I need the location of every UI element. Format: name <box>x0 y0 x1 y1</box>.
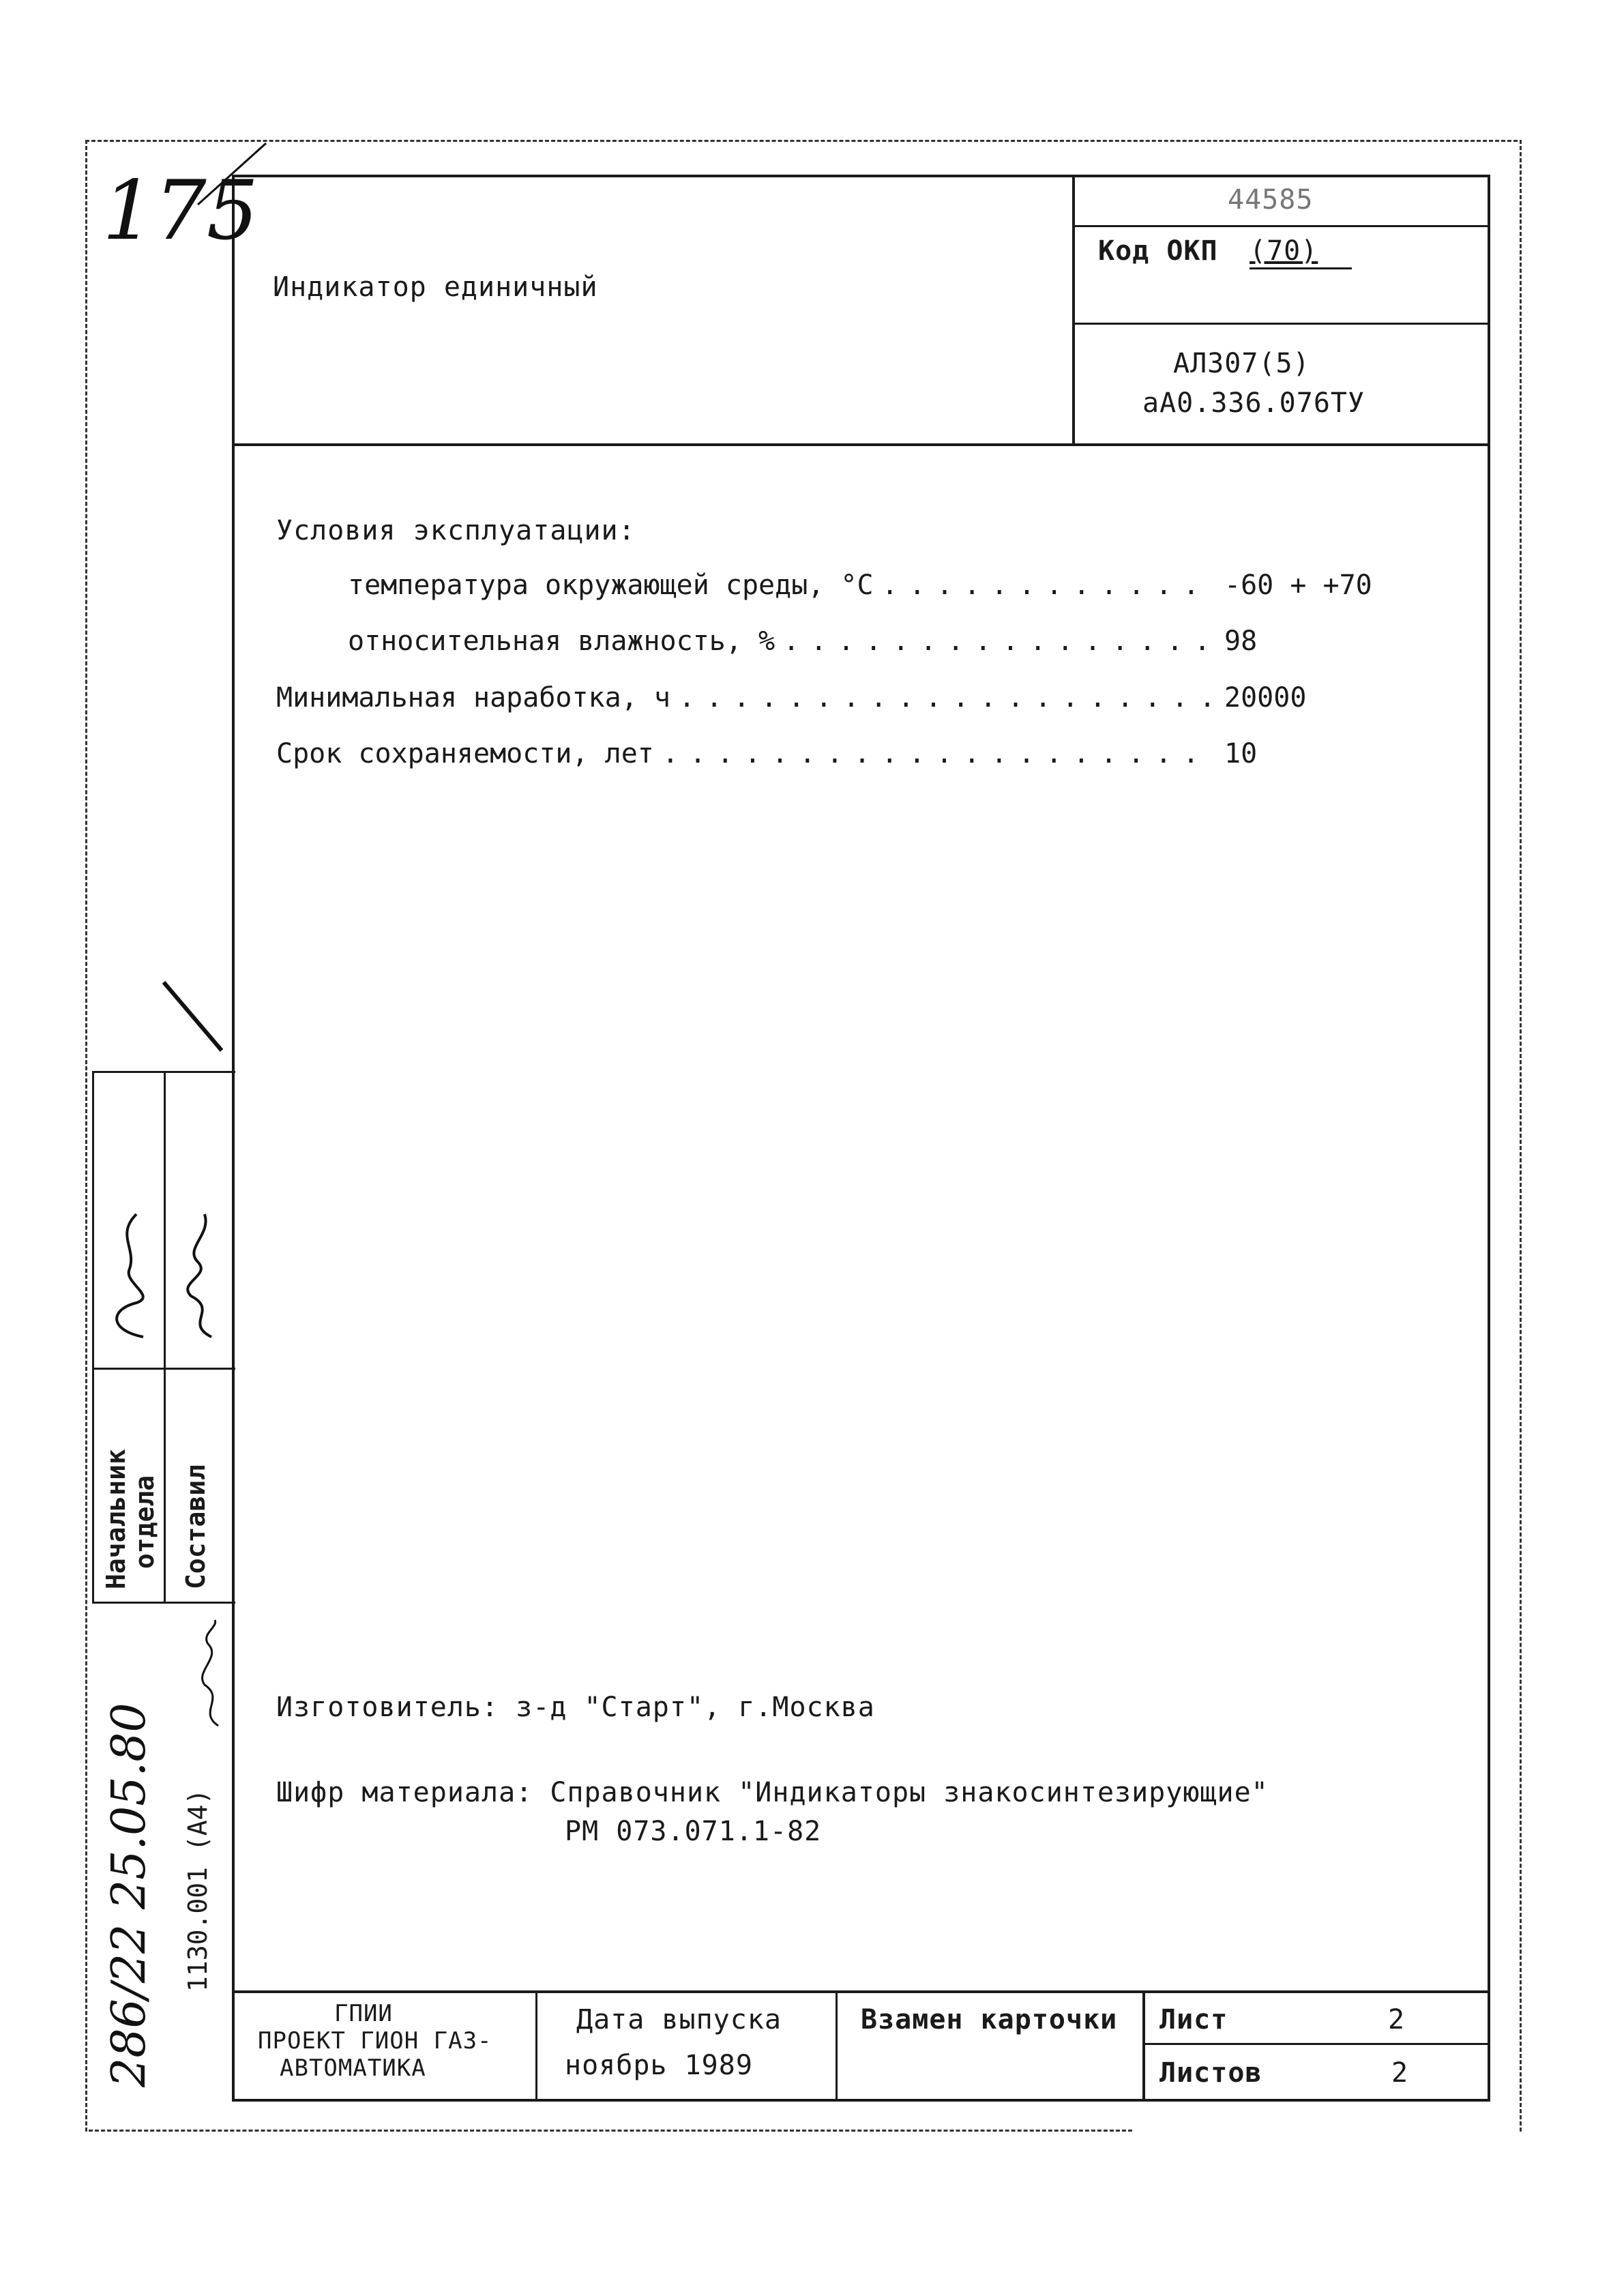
org-line-3: АВТОМАТИКА <box>280 2055 426 2082</box>
spec-value: 10 <box>1224 738 1258 769</box>
okp-underline <box>1250 267 1352 269</box>
model-code: АЛ307(5) <box>1173 348 1310 379</box>
head-label-2: отдела <box>130 1475 160 1569</box>
outer-frame-right <box>1520 140 1522 2132</box>
signature-compiler <box>171 1207 232 1344</box>
header-rule-2 <box>1072 323 1490 325</box>
okp-value: (70) <box>1250 235 1318 267</box>
stamp-top-rule <box>92 1071 235 1073</box>
footer-divider-2 <box>836 1990 838 2100</box>
outer-frame-bottom <box>89 2130 1132 2132</box>
header-bottom-rule <box>232 443 1490 446</box>
issue-date-value: ноябрь 1989 <box>565 2050 753 2081</box>
spec-row-humidity <box>348 625 1381 666</box>
catalog-number: 44585 <box>1228 184 1314 216</box>
header-rule-1 <box>1072 225 1490 227</box>
spec-value: 20000 <box>1224 682 1307 713</box>
org-line-1: ГПИИ <box>334 2000 393 2027</box>
head-label-1: Начальник <box>101 1449 131 1589</box>
card-border-right <box>1488 175 1490 2102</box>
spec-name: Срок сохраняемости, лет <box>276 738 654 769</box>
footer-divider-1 <box>535 1990 537 2100</box>
footer-top-rule <box>232 1990 1490 1993</box>
material-code-line2: РМ 073.071.1-82 <box>565 1816 822 1847</box>
footer-sheet-rule <box>1142 2043 1490 2045</box>
spec-row-min-lifetime <box>276 682 1381 723</box>
material-code-line1: Шифр материала: Справочник "Индикаторы знакосинтезирующие" <box>276 1777 1269 1808</box>
spec-value: 98 <box>1224 625 1258 657</box>
stamp-mid-rule <box>92 1368 235 1370</box>
header-divider <box>1072 175 1075 445</box>
replaces-label: Взамен карточки <box>861 2004 1118 2035</box>
manufacturer: Изготовитель: з-д "Старт", г.Москва <box>276 1692 875 1723</box>
stamp-left-border <box>92 1071 94 1603</box>
spec-row-temperature <box>348 570 1381 610</box>
dot-leader <box>775 625 1211 666</box>
outer-frame-top <box>85 140 1518 142</box>
spec-document: аА0.336.076ТУ <box>1142 387 1365 419</box>
page-number: 175 <box>102 164 259 259</box>
form-code: 1130.001 (А4) <box>183 1789 213 1992</box>
sheets-value: 2 <box>1391 2057 1409 2089</box>
compiled-label: Составил <box>181 1464 211 1589</box>
issue-date-label: Дата выпуска <box>576 2004 782 2035</box>
card-border-bottom <box>232 2099 1490 2102</box>
card-border-left <box>232 175 235 2102</box>
dot-leader <box>654 738 1211 779</box>
sheet-value: 2 <box>1388 2004 1406 2035</box>
dot-leader <box>670 682 1211 723</box>
product-title: Индикатор единичный <box>273 271 598 303</box>
footer-divider-3 <box>1142 1990 1145 2100</box>
spec-value: -60 + +70 <box>1224 570 1372 601</box>
spec-name: Минимальная наработка, ч <box>276 682 670 713</box>
spec-name: температура окружающей среды, °С <box>348 570 874 601</box>
diagonal-stroke <box>157 975 232 1057</box>
stamp-middle-border <box>164 1071 166 1603</box>
spec-row-storage-life <box>276 738 1381 779</box>
page-number-slash <box>184 136 273 211</box>
okp-label: Код ОКП <box>1098 235 1218 267</box>
sheets-label: Листов <box>1159 2057 1262 2089</box>
signature-head <box>95 1207 164 1344</box>
sheet-label: Лист <box>1159 2004 1228 2035</box>
signature-small <box>191 1617 232 1733</box>
card-border-top <box>232 175 1490 177</box>
conditions-heading: Условия эксплуатации: <box>276 515 636 546</box>
stamp-bottom-rule <box>92 1602 235 1604</box>
spec-name: относительная влажность, % <box>348 625 775 657</box>
handwritten-registration: 286/22 25.05.80 <box>102 1703 156 2087</box>
dot-leader <box>874 570 1211 610</box>
outer-frame-left <box>85 140 87 2132</box>
org-line-2: ПРОЕКТ ГИОН ГАЗ- <box>258 2027 492 2055</box>
